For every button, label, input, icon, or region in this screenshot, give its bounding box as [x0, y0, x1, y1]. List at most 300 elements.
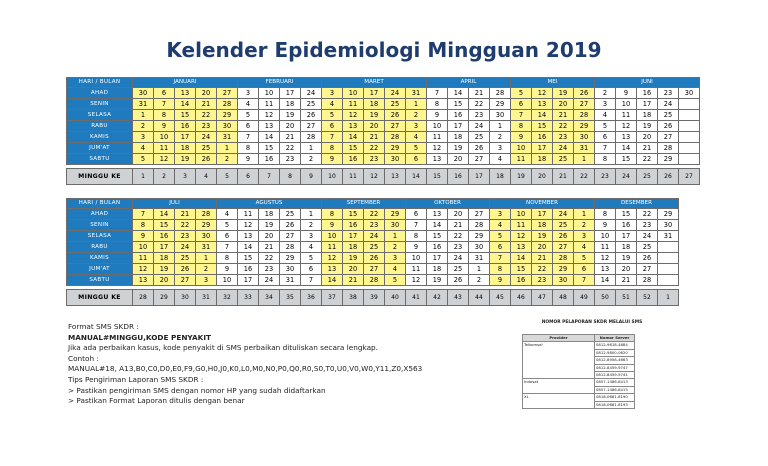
date-cell: 27	[364, 264, 385, 275]
date-cell	[679, 99, 700, 110]
date-cell: 29	[490, 99, 511, 110]
date-cell: 4	[133, 143, 154, 154]
date-cell: 16	[175, 121, 196, 132]
date-cell: 11	[133, 253, 154, 264]
date-cell: 10	[406, 253, 427, 264]
date-cell: 21	[280, 132, 301, 143]
week-label: MINGGU KE	[67, 290, 133, 306]
week-number: 36	[301, 290, 322, 306]
date-cell: 24	[448, 253, 469, 264]
date-cell: 2	[196, 264, 217, 275]
sms-table-title: NOMOR PELAPORAN SKDR MELALUI SMS	[541, 320, 643, 325]
date-cell: 11	[511, 154, 532, 165]
date-cell: 28	[280, 242, 301, 253]
date-cell: 27	[574, 99, 595, 110]
week-number: 22	[574, 169, 595, 185]
date-cell: 20	[280, 121, 301, 132]
date-cell: 22	[364, 143, 385, 154]
date-cell: 25	[448, 264, 469, 275]
sms-number-table	[522, 334, 635, 409]
date-cell: 26	[196, 154, 217, 165]
header-label: HARI / BULAN	[67, 78, 133, 88]
date-cell: 18	[616, 242, 637, 253]
date-cell: 4	[322, 99, 343, 110]
date-cell: 25	[553, 220, 574, 231]
server-number: 0812-8958-4663	[595, 357, 635, 364]
date-cell: 16	[637, 88, 658, 99]
date-cell: 19	[343, 253, 364, 264]
week-number: 44	[469, 290, 490, 306]
date-cell: 14	[595, 275, 616, 286]
day-label: AHAD	[67, 88, 133, 99]
day-label: SELASA	[67, 110, 133, 121]
week-number: 42	[427, 290, 448, 306]
week-number: 11	[343, 169, 364, 185]
week-number: 50	[595, 290, 616, 306]
date-cell: 31	[406, 88, 427, 99]
date-cell: 8	[595, 154, 616, 165]
date-cell: 19	[637, 121, 658, 132]
week-number: 15	[427, 169, 448, 185]
date-cell: 10	[511, 209, 532, 220]
date-cell: 21	[364, 132, 385, 143]
date-cell: 17	[616, 231, 637, 242]
date-cell: 11	[343, 99, 364, 110]
date-cell: 23	[637, 220, 658, 231]
date-cell: 28	[364, 275, 385, 286]
date-cell: 1	[301, 143, 322, 154]
date-cell: 1	[469, 264, 490, 275]
date-cell: 23	[175, 231, 196, 242]
date-cell: 15	[154, 220, 175, 231]
date-cell: 22	[553, 121, 574, 132]
date-cell: 22	[175, 220, 196, 231]
date-cell: 23	[259, 264, 280, 275]
date-cell	[679, 143, 700, 154]
date-cell: 15	[511, 264, 532, 275]
server-number: 0812-8459-9741	[595, 372, 635, 379]
month-header: OKTOBER	[406, 199, 490, 209]
date-cell: 1	[196, 253, 217, 264]
date-cell: 9	[406, 242, 427, 253]
date-cell: 18	[532, 220, 553, 231]
date-cell: 15	[616, 209, 637, 220]
week-number: 34	[259, 290, 280, 306]
date-cell: 8	[154, 110, 175, 121]
date-cell: 26	[637, 253, 658, 264]
date-cell: 5	[511, 88, 532, 99]
date-cell: 19	[154, 264, 175, 275]
date-cell: 7	[574, 275, 595, 286]
date-cell: 5	[301, 253, 322, 264]
date-cell: 8	[406, 231, 427, 242]
date-cell: 27	[637, 264, 658, 275]
date-cell: 4	[574, 242, 595, 253]
server-number: 0812-9800-0620	[595, 349, 635, 356]
date-cell: 14	[259, 132, 280, 143]
date-cell: 29	[658, 209, 679, 220]
date-cell: 2	[469, 275, 490, 286]
date-cell: 25	[175, 253, 196, 264]
date-cell: 15	[343, 143, 364, 154]
date-cell: 26	[385, 110, 406, 121]
date-cell: 5	[217, 220, 238, 231]
date-cell: 11	[511, 220, 532, 231]
date-cell: 8	[238, 143, 259, 154]
month-header: AGUSTUS	[217, 199, 322, 209]
date-cell: 6	[406, 154, 427, 165]
week-number: 40	[385, 290, 406, 306]
date-cell: 8	[490, 264, 511, 275]
week-number: 16	[448, 169, 469, 185]
date-cell: 31	[280, 275, 301, 286]
date-cell: 11	[595, 242, 616, 253]
week-number: 10	[322, 169, 343, 185]
date-cell: 6	[217, 231, 238, 242]
month-header: JUNI	[595, 78, 700, 88]
date-cell: 18	[280, 99, 301, 110]
date-cell: 25	[658, 110, 679, 121]
date-cell: 27	[217, 88, 238, 99]
date-cell: 14	[427, 220, 448, 231]
date-cell: 30	[553, 275, 574, 286]
server-header: Nomor Server	[595, 335, 635, 342]
week-number: 1	[133, 169, 154, 185]
week-number: 3	[175, 169, 196, 185]
date-cell: 27	[469, 154, 490, 165]
date-cell: 24	[259, 275, 280, 286]
date-cell: 6	[490, 242, 511, 253]
date-cell: 31	[658, 231, 679, 242]
date-cell: 7	[238, 132, 259, 143]
date-cell: 6	[574, 264, 595, 275]
date-cell: 15	[238, 253, 259, 264]
date-cell: 6	[406, 209, 427, 220]
date-cell: 10	[616, 99, 637, 110]
date-cell: 27	[280, 231, 301, 242]
date-cell: 9	[133, 231, 154, 242]
date-cell: 30	[469, 242, 490, 253]
date-cell: 13	[427, 209, 448, 220]
date-cell: 9	[616, 88, 637, 99]
date-cell: 22	[364, 209, 385, 220]
date-cell: 27	[553, 242, 574, 253]
date-cell: 3	[385, 253, 406, 264]
date-cell: 1	[385, 231, 406, 242]
date-cell: 17	[448, 121, 469, 132]
date-cell: 16	[154, 231, 175, 242]
date-cell: 9	[490, 275, 511, 286]
date-cell: 13	[532, 99, 553, 110]
date-cell: 10	[154, 132, 175, 143]
day-label: RABU	[67, 121, 133, 132]
date-cell: 21	[175, 209, 196, 220]
date-cell: 28	[217, 99, 238, 110]
date-cell: 14	[448, 88, 469, 99]
date-cell: 15	[259, 143, 280, 154]
date-cell: 16	[616, 220, 637, 231]
date-cell: 31	[574, 143, 595, 154]
date-cell: 25	[637, 242, 658, 253]
date-cell: 28	[490, 88, 511, 99]
date-cell: 12	[511, 231, 532, 242]
date-cell: 17	[154, 242, 175, 253]
date-cell: 21	[469, 88, 490, 99]
date-cell: 19	[553, 88, 574, 99]
date-cell: 25	[280, 209, 301, 220]
date-cell: 5	[574, 253, 595, 264]
week-number: 49	[574, 290, 595, 306]
date-cell: 19	[532, 231, 553, 242]
date-cell: 17	[637, 99, 658, 110]
week-number: 8	[280, 169, 301, 185]
day-label: RABU	[67, 242, 133, 253]
date-cell: 2	[301, 220, 322, 231]
week-number: 35	[280, 290, 301, 306]
date-cell: 13	[133, 275, 154, 286]
date-cell: 17	[238, 275, 259, 286]
date-cell	[658, 264, 679, 275]
date-cell: 8	[133, 220, 154, 231]
date-cell: 16	[238, 264, 259, 275]
date-cell: 13	[343, 121, 364, 132]
date-cell: 19	[448, 143, 469, 154]
date-cell: 23	[196, 121, 217, 132]
week-number: 48	[553, 290, 574, 306]
date-cell: 2	[301, 154, 322, 165]
format-value: MANUAL#MINGGU,KODE PENYAKIT	[68, 332, 212, 342]
date-cell: 14	[322, 275, 343, 286]
week-number: 18	[490, 169, 511, 185]
date-cell: 5	[595, 121, 616, 132]
date-cell: 13	[595, 264, 616, 275]
date-cell: 11	[406, 264, 427, 275]
date-cell: 31	[196, 242, 217, 253]
date-cell: 8	[217, 253, 238, 264]
date-cell: 7	[511, 110, 532, 121]
week-number: 17	[469, 169, 490, 185]
date-cell	[658, 253, 679, 264]
date-cell: 18	[175, 143, 196, 154]
week-number: 6	[238, 169, 259, 185]
week-number: 45	[490, 290, 511, 306]
date-cell: 30	[385, 220, 406, 231]
week-number: 47	[532, 290, 553, 306]
month-header: MARET	[322, 78, 427, 88]
date-cell: 4	[217, 209, 238, 220]
sms-notes	[68, 322, 508, 407]
date-cell: 19	[280, 110, 301, 121]
week-number: 52	[637, 290, 658, 306]
date-cell: 4	[406, 132, 427, 143]
date-cell: 5	[238, 110, 259, 121]
server-number: 0818-0681-8190	[595, 394, 635, 401]
header-label: HARI / BULAN	[67, 199, 133, 209]
date-cell: 31	[217, 132, 238, 143]
day-label: AHAD	[67, 209, 133, 220]
date-cell	[679, 121, 700, 132]
date-cell: 3	[133, 132, 154, 143]
date-cell: 9	[595, 220, 616, 231]
date-cell: 16	[448, 110, 469, 121]
date-cell: 26	[364, 253, 385, 264]
date-cell: 9	[217, 264, 238, 275]
date-cell: 29	[553, 264, 574, 275]
date-cell: 16	[427, 242, 448, 253]
date-cell: 9	[427, 110, 448, 121]
date-cell: 5	[322, 110, 343, 121]
date-cell: 21	[637, 143, 658, 154]
week-number: 27	[679, 169, 700, 185]
day-label: SELASA	[67, 231, 133, 242]
tips-label: Tips Pengiriman Laporan SMS SKDR :	[68, 374, 204, 384]
format-label: Format SMS SKDR :	[68, 322, 139, 331]
week-number: 43	[448, 290, 469, 306]
day-label: KAMIS	[67, 253, 133, 264]
date-cell: 2	[574, 220, 595, 231]
date-cell: 19	[175, 154, 196, 165]
date-cell: 7	[217, 242, 238, 253]
date-cell: 1	[406, 99, 427, 110]
date-cell: 17	[364, 88, 385, 99]
date-cell: 26	[469, 143, 490, 154]
date-cell: 26	[574, 88, 595, 99]
date-cell: 6	[595, 132, 616, 143]
date-cell: 21	[343, 275, 364, 286]
date-cell: 9	[322, 220, 343, 231]
day-label: JUM'AT	[67, 264, 133, 275]
date-cell: 25	[196, 143, 217, 154]
date-cell: 13	[238, 231, 259, 242]
date-cell: 3	[574, 231, 595, 242]
date-cell: 23	[280, 154, 301, 165]
date-cell: 6	[511, 99, 532, 110]
date-cell: 24	[364, 231, 385, 242]
month-header: FEBRUARI	[238, 78, 322, 88]
day-label: SABTU	[67, 154, 133, 165]
week-number: 32	[217, 290, 238, 306]
date-cell: 2	[133, 121, 154, 132]
date-cell: 8	[322, 143, 343, 154]
date-cell: 13	[175, 88, 196, 99]
date-cell: 27	[385, 121, 406, 132]
date-cell: 23	[532, 275, 553, 286]
month-header: NOVEMBER	[490, 199, 595, 209]
date-cell: 5	[133, 154, 154, 165]
date-cell: 14	[343, 132, 364, 143]
date-cell: 9	[238, 154, 259, 165]
month-header: APRIL	[427, 78, 511, 88]
week-number: 46	[511, 290, 532, 306]
date-cell: 23	[469, 110, 490, 121]
calendar-table-jan-jun	[66, 77, 700, 185]
day-label: SABTU	[67, 275, 133, 286]
date-cell: 29	[196, 220, 217, 231]
date-cell: 9	[154, 121, 175, 132]
date-cell: 7	[154, 99, 175, 110]
date-cell: 5	[385, 275, 406, 286]
date-cell: 10	[322, 231, 343, 242]
date-cell: 16	[259, 154, 280, 165]
date-cell: 30	[490, 110, 511, 121]
date-cell: 29	[658, 154, 679, 165]
date-cell: 23	[364, 220, 385, 231]
date-cell: 28	[658, 143, 679, 154]
date-cell: 22	[196, 110, 217, 121]
date-cell: 15	[427, 231, 448, 242]
date-cell: 1	[301, 209, 322, 220]
date-cell	[658, 242, 679, 253]
date-cell: 30	[574, 132, 595, 143]
date-cell: 20	[196, 88, 217, 99]
date-cell: 9	[322, 154, 343, 165]
date-cell: 12	[322, 253, 343, 264]
date-cell: 3	[406, 121, 427, 132]
date-cell: 4	[595, 110, 616, 121]
date-cell: 29	[217, 110, 238, 121]
week-number: 2	[154, 169, 175, 185]
date-cell: 21	[616, 275, 637, 286]
date-cell: 13	[322, 264, 343, 275]
date-cell: 12	[532, 88, 553, 99]
date-cell: 30	[196, 231, 217, 242]
provider-name: XL	[523, 394, 595, 409]
date-cell: 28	[196, 209, 217, 220]
date-cell: 13	[427, 154, 448, 165]
date-cell: 28	[637, 275, 658, 286]
week-number: 23	[595, 169, 616, 185]
day-label: SENIN	[67, 99, 133, 110]
date-cell: 6	[301, 264, 322, 275]
week-number: 21	[553, 169, 574, 185]
example-label: Contoh :	[68, 353, 99, 363]
date-cell: 12	[259, 110, 280, 121]
date-cell: 17	[532, 143, 553, 154]
date-cell: 21	[196, 99, 217, 110]
date-cell: 4	[301, 242, 322, 253]
month-header: SEPTEMBER	[322, 199, 406, 209]
date-cell: 30	[280, 264, 301, 275]
date-cell: 12	[343, 110, 364, 121]
date-cell: 23	[364, 154, 385, 165]
week-number: 13	[385, 169, 406, 185]
date-cell: 30	[217, 121, 238, 132]
date-cell: 28	[574, 110, 595, 121]
date-cell: 8	[595, 209, 616, 220]
date-cell: 19	[259, 220, 280, 231]
tip-item: > Pastikan Format Laporan ditulis dengan benar	[68, 396, 245, 406]
date-cell: 31	[133, 99, 154, 110]
date-cell: 25	[364, 242, 385, 253]
date-cell: 13	[259, 121, 280, 132]
date-cell: 25	[301, 99, 322, 110]
date-cell: 12	[238, 220, 259, 231]
date-cell: 5	[406, 143, 427, 154]
date-cell: 15	[616, 154, 637, 165]
date-cell: 8	[511, 121, 532, 132]
day-label: KAMIS	[67, 132, 133, 143]
date-cell: 19	[364, 110, 385, 121]
date-cell: 12	[406, 275, 427, 286]
date-cell: 3	[490, 209, 511, 220]
date-cell	[658, 275, 679, 286]
week-number: 33	[238, 290, 259, 306]
date-cell: 22	[469, 99, 490, 110]
date-cell: 11	[427, 132, 448, 143]
page-title: Kelender Epidemiologi Mingguan 2019	[166, 38, 602, 62]
date-cell: 11	[154, 143, 175, 154]
week-number: 4	[196, 169, 217, 185]
